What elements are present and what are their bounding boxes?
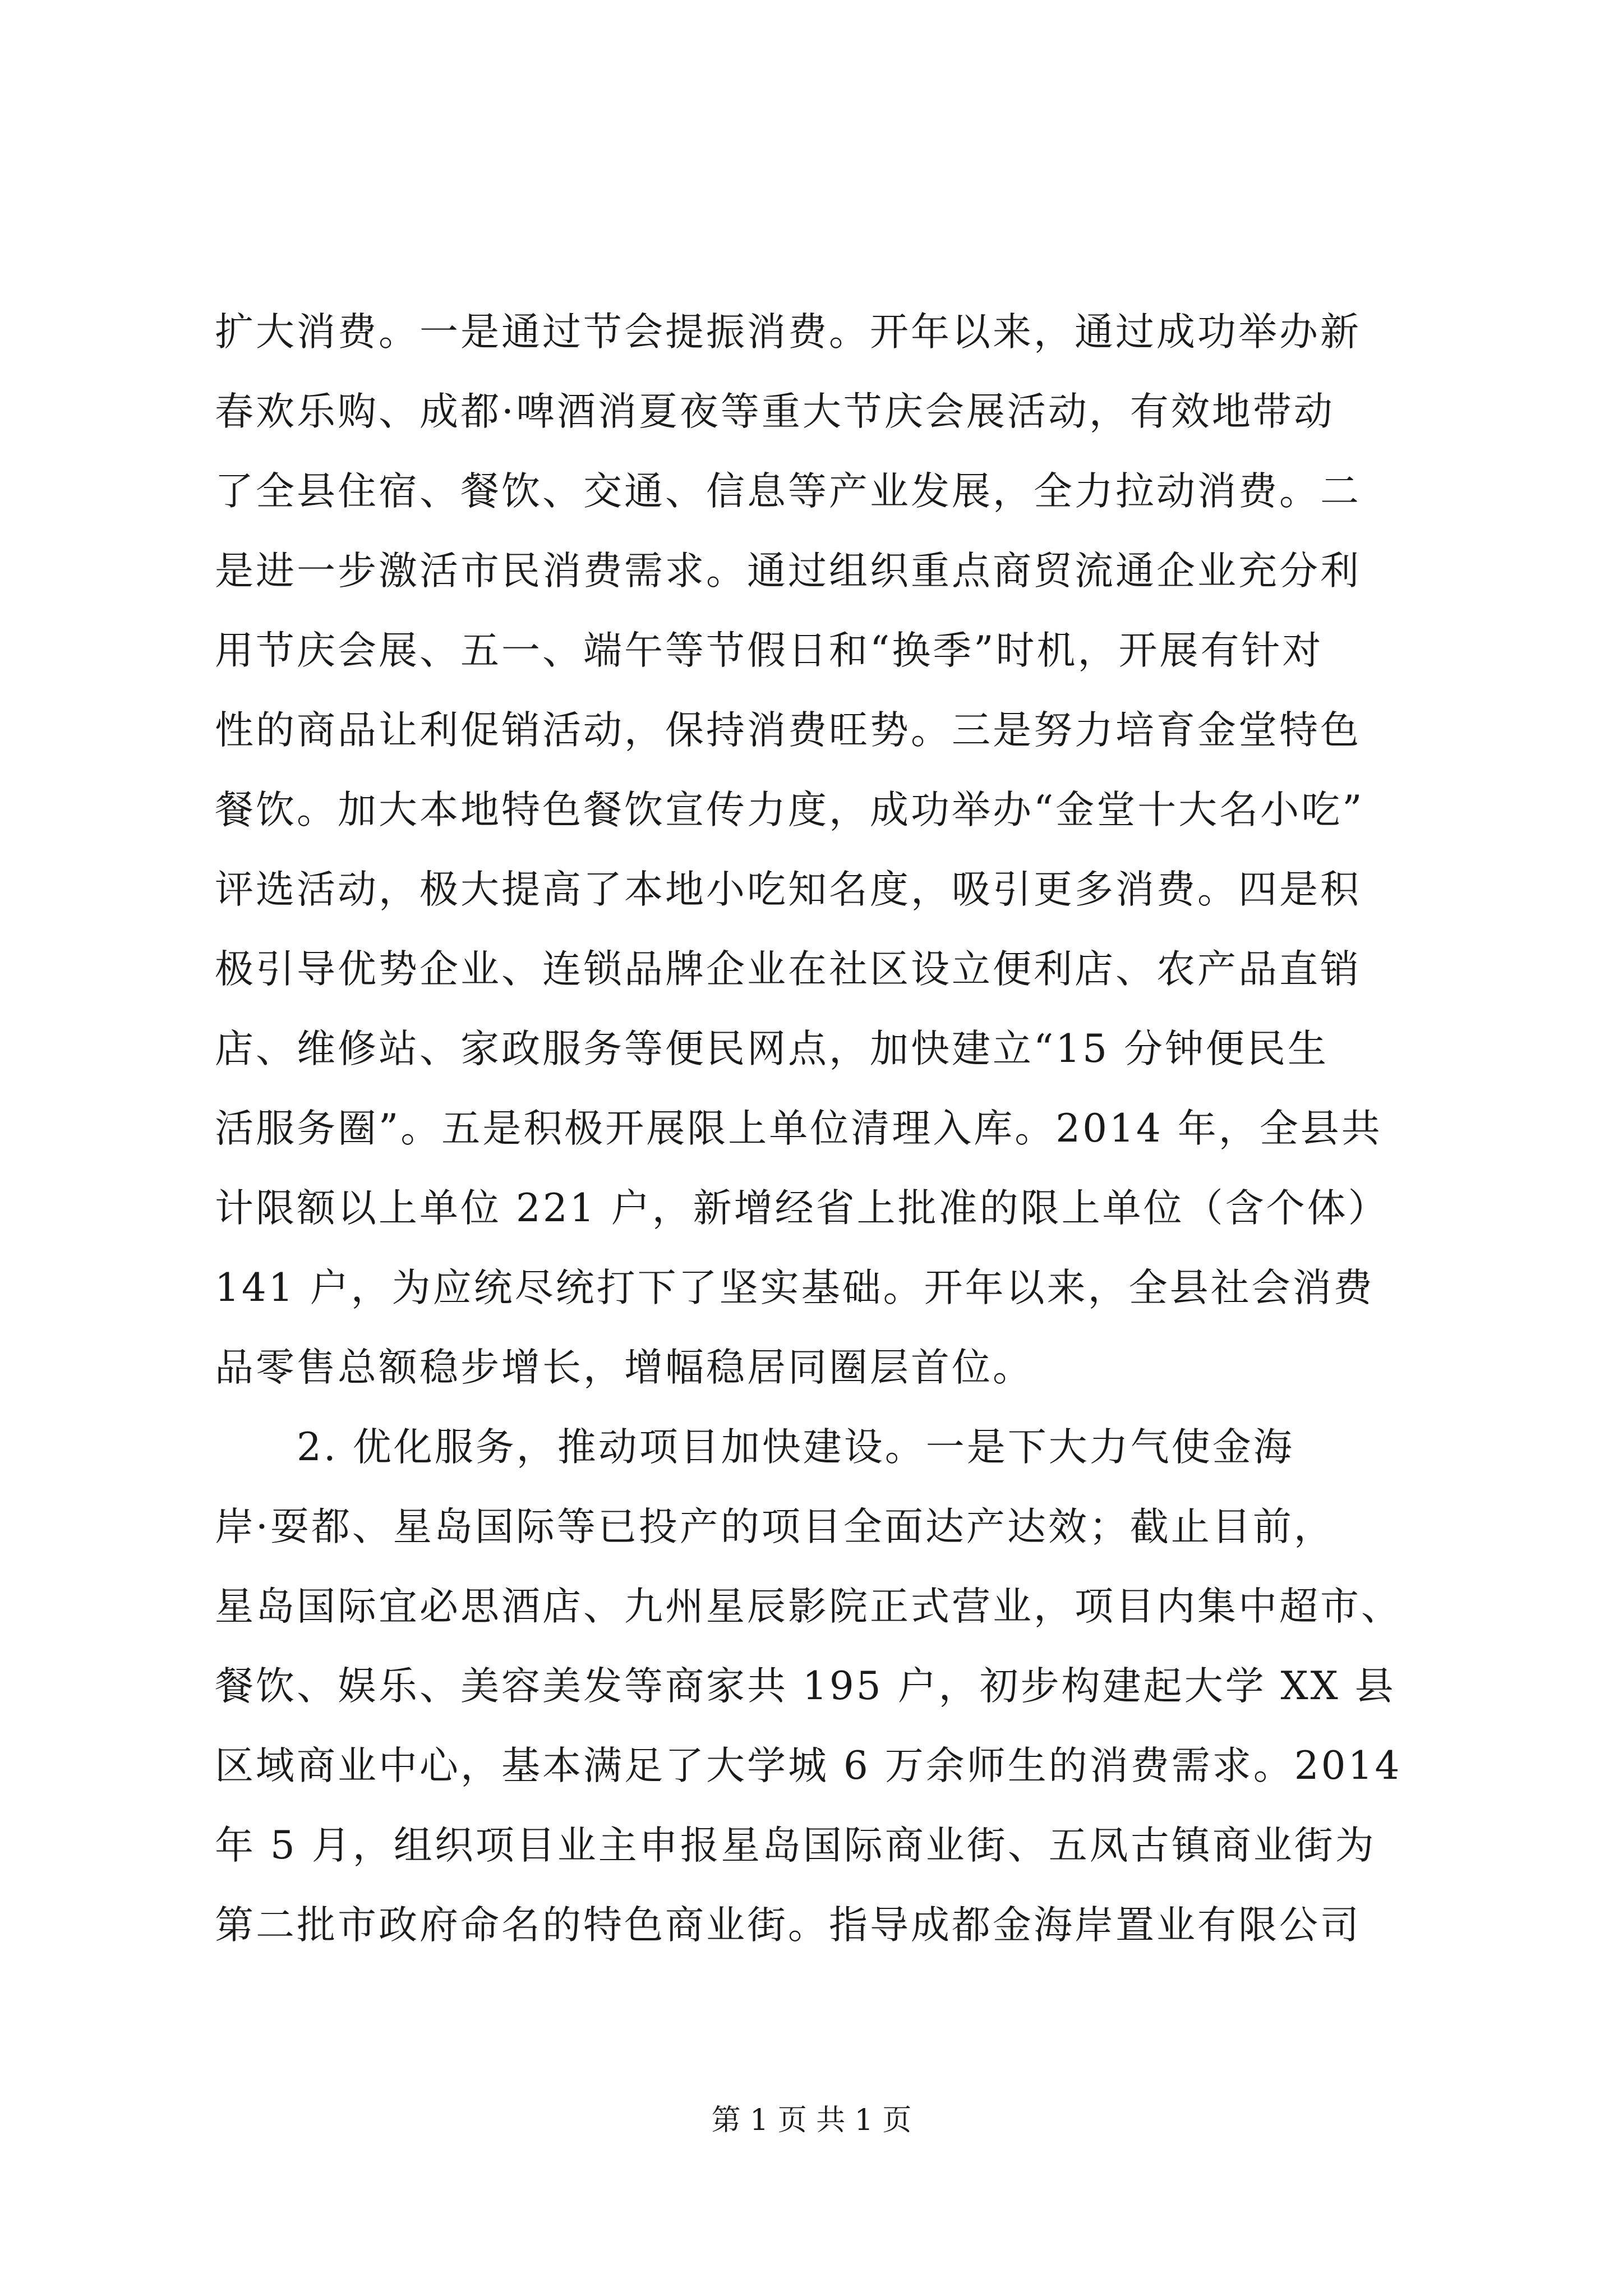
paragraph-2-first-line: 2. 优化服务，推动项目加快建设。一是下大力气使金海 [215, 1425, 1294, 1470]
text-line: 用节庆会展、五一、端午等节假日和“换季”时机，开展有针对 [215, 628, 1324, 673]
text-line: 餐饮、娱乐、美容美发等商家共 195 户，初步构建起大学 XX 县 [215, 1664, 1396, 1709]
text-line: 岸·耍都、星岛国际等已投产的项目全面达产达效；截止目前， [215, 1504, 1335, 1549]
text-line: 计限额以上单位 221 户，新增经省上批准的限上单位（含个体） [215, 1186, 1389, 1231]
text-line: 扩大消费。一是通过节会提振消费。开年以来，通过成功举办新 [215, 310, 1361, 355]
text-line: 极引导优势企业、连锁品牌企业在社区设立便利店、农产品直销 [215, 947, 1361, 992]
text-line: 了全县住宿、餐饮、交通、信息等产业发展，全力拉动消费。二 [215, 469, 1361, 514]
text-line: 评选活动，极大提高了本地小吃知名度，吸引更多消费。四是积 [215, 867, 1361, 912]
text-line: 店、维修站、家政服务等便民网点，加快建立“15 分钟便民生 [215, 1027, 1329, 1071]
text-line: 141 户，为应统尽统打下了坚实基础。开年以来，全县社会消费 [215, 1266, 1375, 1310]
text-line: 性的商品让利促销活动，保持消费旺势。三是努力培育金堂特色 [215, 708, 1361, 753]
text-line: 区域商业中心，基本满足了大学城 6 万余师生的消费需求。2014 [215, 1743, 1402, 1788]
text-line: 活服务圈”。五是积极开展限上单位清理入库。2014 年，全县共 [215, 1106, 1382, 1151]
text-line: 是进一步激活市民消费需求。通过组织重点商贸流通企业充分利 [215, 549, 1361, 593]
text-line: 餐饮。加大本地特色餐饮宣传力度，成功举办“金堂十大名小吃” [215, 788, 1364, 832]
text-line: 星岛国际宜必思酒店、九州星辰影院正式营业，项目内集中超市、 [215, 1584, 1402, 1629]
text-line: 第二批市政府命名的特色商业街。指导成都金海岸置业有限公司 [215, 1903, 1361, 1948]
body-text [215, 292, 1409, 1965]
text-line: 品零售总额稳步增长，增幅稳居同圈层首位。 [215, 1345, 1034, 1390]
text-line: 年 5 月，组织项目业主申报星岛国际商业街、五凤古镇商业街为 [215, 1823, 1376, 1868]
page-footer: 第 1 页 共 1 页 [711, 2104, 912, 2137]
text-line: 春欢乐购、成都·啤酒消夏夜等重大节庆会展活动，有效地带动 [215, 389, 1335, 434]
